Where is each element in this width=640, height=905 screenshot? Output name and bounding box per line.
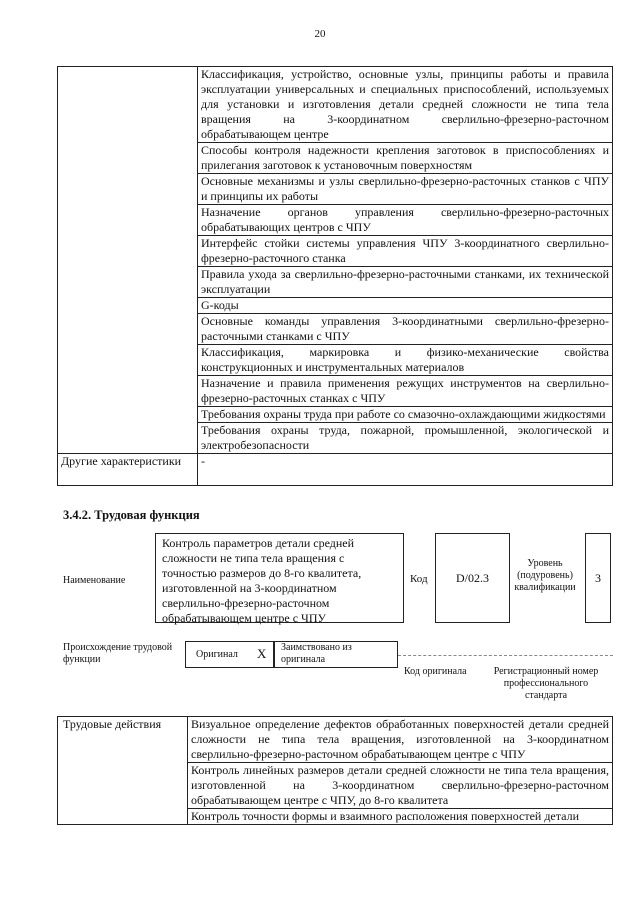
function-name-box: Контроль параметров детали средней сложности не типа тела вращения с точностью размеров до 8-го квалитета, изготовленной на 3-координатном сверлильно-фрезерно-расточном обрабатывающем центре с ЧПУ xyxy=(155,533,404,623)
knowledge-item: Правила ухода за сверлильно-фрезерно-расточными станками, их технической эксплуатации xyxy=(198,267,613,298)
origin-label: Происхождение трудовой функции xyxy=(63,642,173,665)
knowledge-table xyxy=(57,66,613,486)
section-title: 3.4.2. Трудовая функция xyxy=(63,508,200,522)
knowledge-item: Способы контроля надежности крепления заготовок в приспособлениях и прилегания заготовок к установочным поверхностям xyxy=(198,143,613,174)
reg-number-label: Регистрационный номер профессионального стандарта xyxy=(493,666,599,701)
action-item: Контроль точности формы и взаимного расположения поверхностей детали xyxy=(188,809,613,825)
knowledge-label-cell xyxy=(58,67,198,454)
table-row xyxy=(58,67,613,143)
action-item: Визуальное определение дефектов обработанных поверхностей детали средней сложности не типа тела вращения, изготовленной на 3-координатном сверлильно-фрезерно-расточном обрабатывающем центре с ЧПУ xyxy=(188,717,613,763)
knowledge-item: Интерфейс стойки системы управления ЧПУ 3-координатного сверлильно-фрезерно-расточного станка xyxy=(198,236,613,267)
knowledge-item: G-коды xyxy=(198,298,613,314)
code-label: Код xyxy=(410,573,428,585)
other-characteristics-label: Другие характеристики xyxy=(58,454,198,486)
code-original-label: Код оригинала xyxy=(404,666,467,677)
actions-label: Трудовые действия xyxy=(58,717,188,825)
knowledge-item: Назначение органов управления сверлильно-фрезерно-расточных обрабатывающих центров с ЧПУ xyxy=(198,205,613,236)
labor-actions-table xyxy=(57,716,613,825)
original-label: Оригинал xyxy=(196,649,238,660)
borrowed-box: Заимствовано из оригинала xyxy=(274,641,398,668)
table-row xyxy=(58,717,613,763)
knowledge-item: Основные механизмы и узлы сверлильно-фрезерно-расточных станков с ЧПУ и принципы их работы xyxy=(198,174,613,205)
knowledge-item: Требования охраны труда при работе со смазочно-охлаждающими жидкостями xyxy=(198,407,613,423)
code-original-line xyxy=(398,655,613,656)
other-characteristics-value: - xyxy=(198,454,613,486)
level-value-box: 3 xyxy=(585,533,611,623)
name-label: Наименование xyxy=(63,575,126,586)
level-label: Уровень (подуровень) квалификации xyxy=(514,558,576,593)
page-number: 20 xyxy=(314,28,326,40)
knowledge-item: Классификация, устройство, основные узлы, принципы работы и правила эксплуатации универсальных и специальных приспособлений, используемых для установки и изготовления детали средней сложности не типа тела вращения на 3-координатном сверлильно-фрезерно-расточном обрабатывающем центре xyxy=(198,67,613,143)
code-value-box: D/02.3 xyxy=(435,533,510,623)
knowledge-item: Классификация, маркировка и физико-механические свойства конструкционных и инструментальных материалов xyxy=(198,345,613,376)
knowledge-item: Назначение и правила применения режущих инструментов на сверлильно-фрезерно-расточных станках с ЧПУ xyxy=(198,376,613,407)
original-box xyxy=(185,641,274,668)
other-characteristics-row xyxy=(58,454,613,486)
knowledge-item: Требования охраны труда, пожарной, промышленной, экологической и электробезопасности xyxy=(198,423,613,454)
action-item: Контроль линейных размеров детали средней сложности не типа тела вращения, изготовленной на 3-координатном сверлильно-фрезерно-расточном обрабатывающем центре с ЧПУ, до 8-го квалитета xyxy=(188,763,613,809)
knowledge-item: Основные команды управления 3-координатными сверлильно-фрезерно-расточными станками с ЧПУ xyxy=(198,314,613,345)
original-mark: X xyxy=(257,646,267,661)
